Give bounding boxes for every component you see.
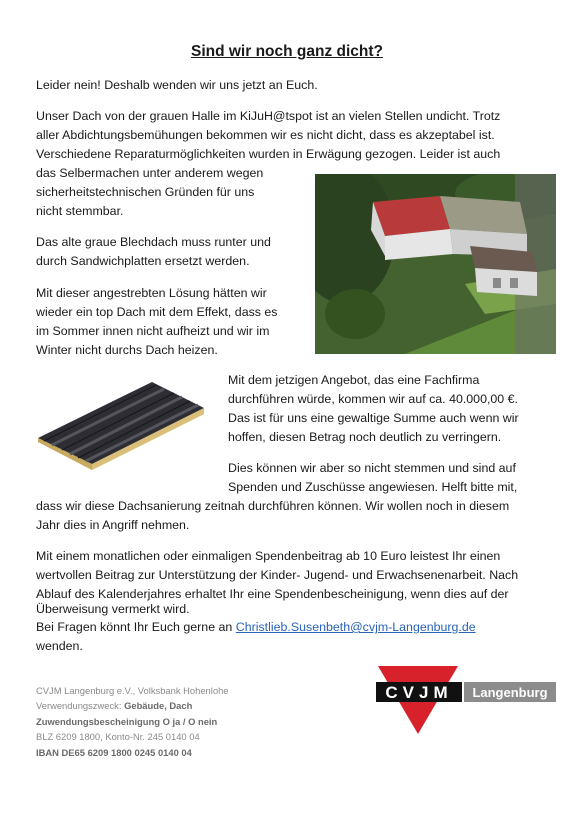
footer-receipt-line (36, 714, 336, 729)
footer-purpose-value: Gebäude, Dach (124, 700, 193, 712)
footer-bank-line: CVJM Langenburg e.V., Volksbank Hohenlohe (36, 685, 229, 696)
para3-line3: im Sommer innen nicht aufheizt und wir im (36, 324, 270, 338)
para4-line2: durchführen würde, kommen wir auf ca. 40.000,00 €. (228, 392, 518, 406)
para6-line3: Ablauf des Kalenderjahres erhaltet Ihr eine Spendenbescheinigung, wenn dies auf der (36, 587, 509, 601)
contact-line (36, 618, 476, 637)
para2-line1: Das alte graue Blechdach muss runter und (36, 235, 271, 249)
para4-line3: Das ist für uns eine gewaltige Summe auch wenn wir (228, 411, 519, 425)
para5-line2: Spenden und Zuschüsse angewiesen. Helft bitte mit, (228, 480, 518, 494)
para1-line1: Unser Dach von der grauen Halle im KiJuH@tspot ist an vielen Stellen undicht. Trotz (36, 109, 501, 123)
para6-line4: Überweisung vermerkt wird. (36, 602, 190, 616)
logo-letters: CVJM (385, 683, 453, 702)
intro-text: Leider nein! Deshalb wenden wir uns jetzt an Euch. (36, 78, 318, 92)
footer-purpose-line (36, 698, 336, 713)
footer-receipt: Zuwendungsbescheinigung O ja / O nein (36, 715, 218, 727)
footer-iban-line (36, 745, 336, 760)
bank-details (36, 683, 336, 760)
para4-line4: hoffen, diesen Betrag noch deutlich zu verringern. (228, 430, 502, 444)
email-link[interactable]: Christlieb.Susenbeth@cvjm-Langenburg.de (235, 620, 476, 634)
para6-line2: wertvollen Beitrag zur Unterstützung der Kinder- Jugend- und Erwachsenenarbeit. Nach (36, 568, 519, 582)
para4-line1: Mit dem jetzigen Angebot, das eine Fachfirma (228, 373, 480, 387)
para1-line5: sicherheitstechnischen Gründen für uns (36, 185, 255, 199)
para1-line6: nicht stemmbar. (36, 204, 124, 218)
para6-line1: Mit einem monatlichen oder einmaligen Spendenbeitrag ab 10 Euro leistest Ihr einen (36, 549, 501, 563)
footer-blz-line: BLZ 6209 1800, Konto-Nr. 245 0140 04 (36, 731, 200, 743)
para5-line4: Jahr dies in Angriff nehmen. (36, 518, 190, 532)
para6-line6: wenden. (36, 639, 83, 653)
contact-prefix: Bei Fragen könnt Ihr Euch gerne an (36, 620, 236, 634)
para1-line2: aller Abdichtungsbemühungen bekommen wir es nicht dicht, dass es akzeptabel ist. (36, 128, 495, 142)
para1-line4: das Selbermachen unter anderem wegen (36, 166, 264, 180)
footer-iban: IBAN DE65 6209 1800 0245 0140 04 (36, 746, 192, 758)
building-aerial-photo (315, 174, 556, 354)
sandwich-panel-image (34, 378, 206, 476)
para5-line3: dass wir diese Dachsanierung zeitnah durchführen können. Wir wollen noch in diesem (36, 499, 510, 513)
page-title: Sind wir noch ganz dicht? (190, 43, 384, 60)
para1-line3: Verschiedene Reparaturmöglichkeiten wurden in Erwägung gezogen. Leider ist auch (36, 147, 501, 161)
para3-line2: wieder ein top Dach mit dem Effekt, dass es (36, 305, 278, 319)
cvjm-logo (376, 666, 558, 736)
logo-place: Langenburg (472, 685, 548, 700)
para3-line4: Winter nicht durchs Dach heizen. (36, 343, 218, 357)
para2-line2: durch Sandwichplatten ersetzt werden. (36, 254, 250, 268)
footer-purpose-label: Verwendungszweck: (36, 700, 125, 712)
para5-line1: Dies können wir aber so nicht stemmen und sind auf (228, 461, 516, 475)
para3-line1: Mit dieser angestrebten Lösung hätten wir (36, 286, 267, 300)
